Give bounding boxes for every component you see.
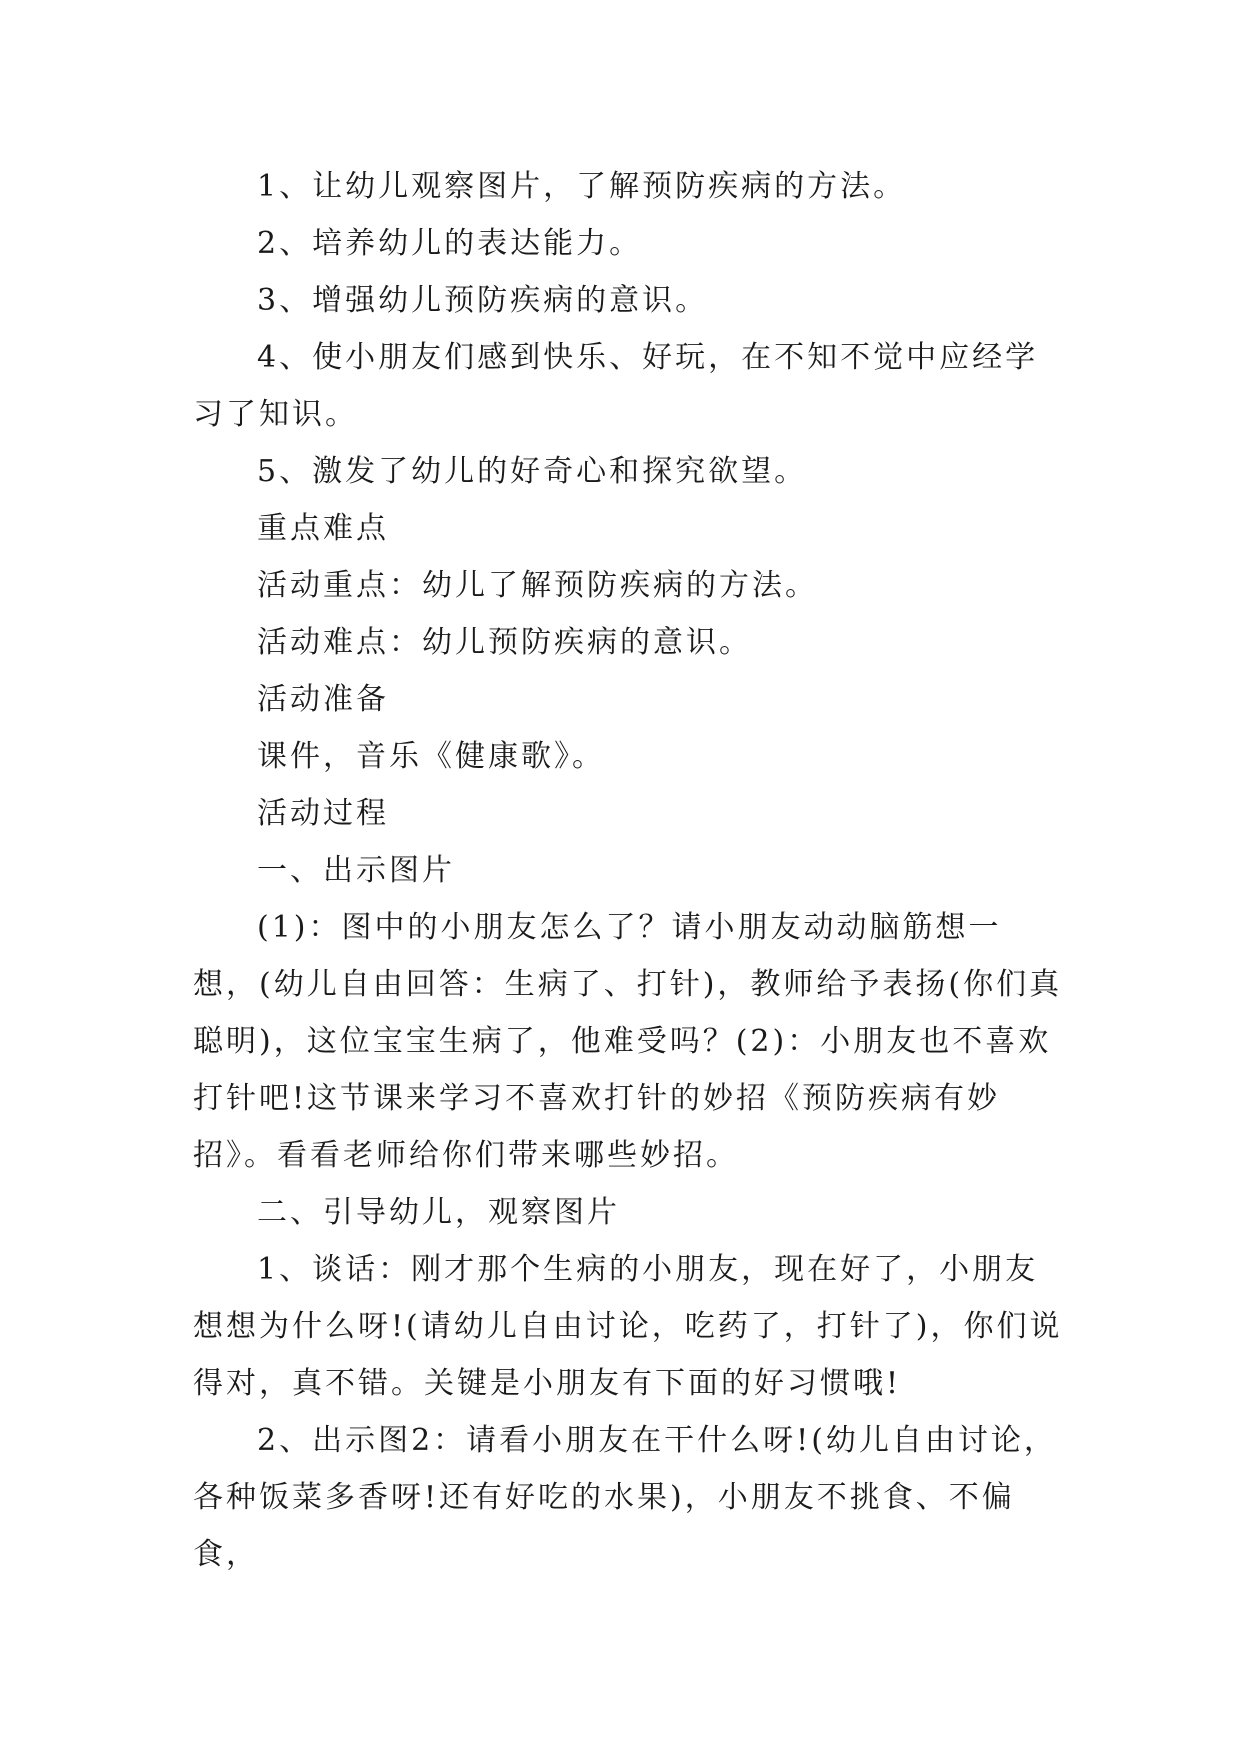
document-body	[193, 158, 1065, 1583]
paragraph-goal-5: 5、激发了幼儿的好奇心和探究欲望。	[257, 454, 808, 489]
paragraph-step-2-picture: 2、出示图2：请看小朋友在干什么呀!(幼儿自由讨论，各种饭菜多香呀!还有好吃的水果)，小朋友不挑食、不偏食，	[193, 1423, 1057, 1572]
paragraph-step-1-body: (1)：图中的小朋友怎么了？请小朋友动动脑筋想一想，(幼儿自由回答：生病了、打针)，教师给予表扬(你们真聪明)，这位宝宝生病了，他难受吗？(2)：小朋友也不喜欢打针吧!这节课来学习不喜欢打针的妙招《预防疾病有妙招》。看看老师给你们带来哪些妙招。	[193, 910, 1063, 1173]
paragraph-materials: 课件，音乐《健康歌》。	[257, 739, 605, 774]
heading-step-1: 一、出示图片	[257, 853, 455, 888]
heading-key-points: 重点难点	[257, 511, 389, 546]
heading-activity-process: 活动过程	[257, 796, 389, 831]
heading-step-2: 二、引导幼儿，观察图片	[257, 1195, 620, 1230]
paragraph-step-2-talk: 1、谈话：刚才那个生病的小朋友，现在好了，小朋友想想为什么呀!(请幼儿自由讨论，吃药了，打针了)，你们说得对，真不错。关键是小朋友有下面的好习惯哦!	[193, 1252, 1063, 1401]
paragraph-activity-difficulty: 活动难点：幼儿预防疾病的意识。	[257, 625, 752, 660]
paragraph-goal-1: 1、让幼儿观察图片，了解预防疾病的方法。	[257, 169, 907, 204]
paragraph-goal-4: 4、使小朋友们感到快乐、好玩，在不知不觉中应经学习了知识。	[193, 340, 1039, 432]
paragraph-goal-2: 2、培养幼儿的表达能力。	[257, 226, 643, 261]
heading-activity-preparation: 活动准备	[257, 682, 389, 717]
paragraph-activity-focus: 活动重点：幼儿了解预防疾病的方法。	[257, 568, 818, 603]
paragraph-goal-3: 3、增强幼儿预防疾病的意识。	[257, 283, 709, 318]
